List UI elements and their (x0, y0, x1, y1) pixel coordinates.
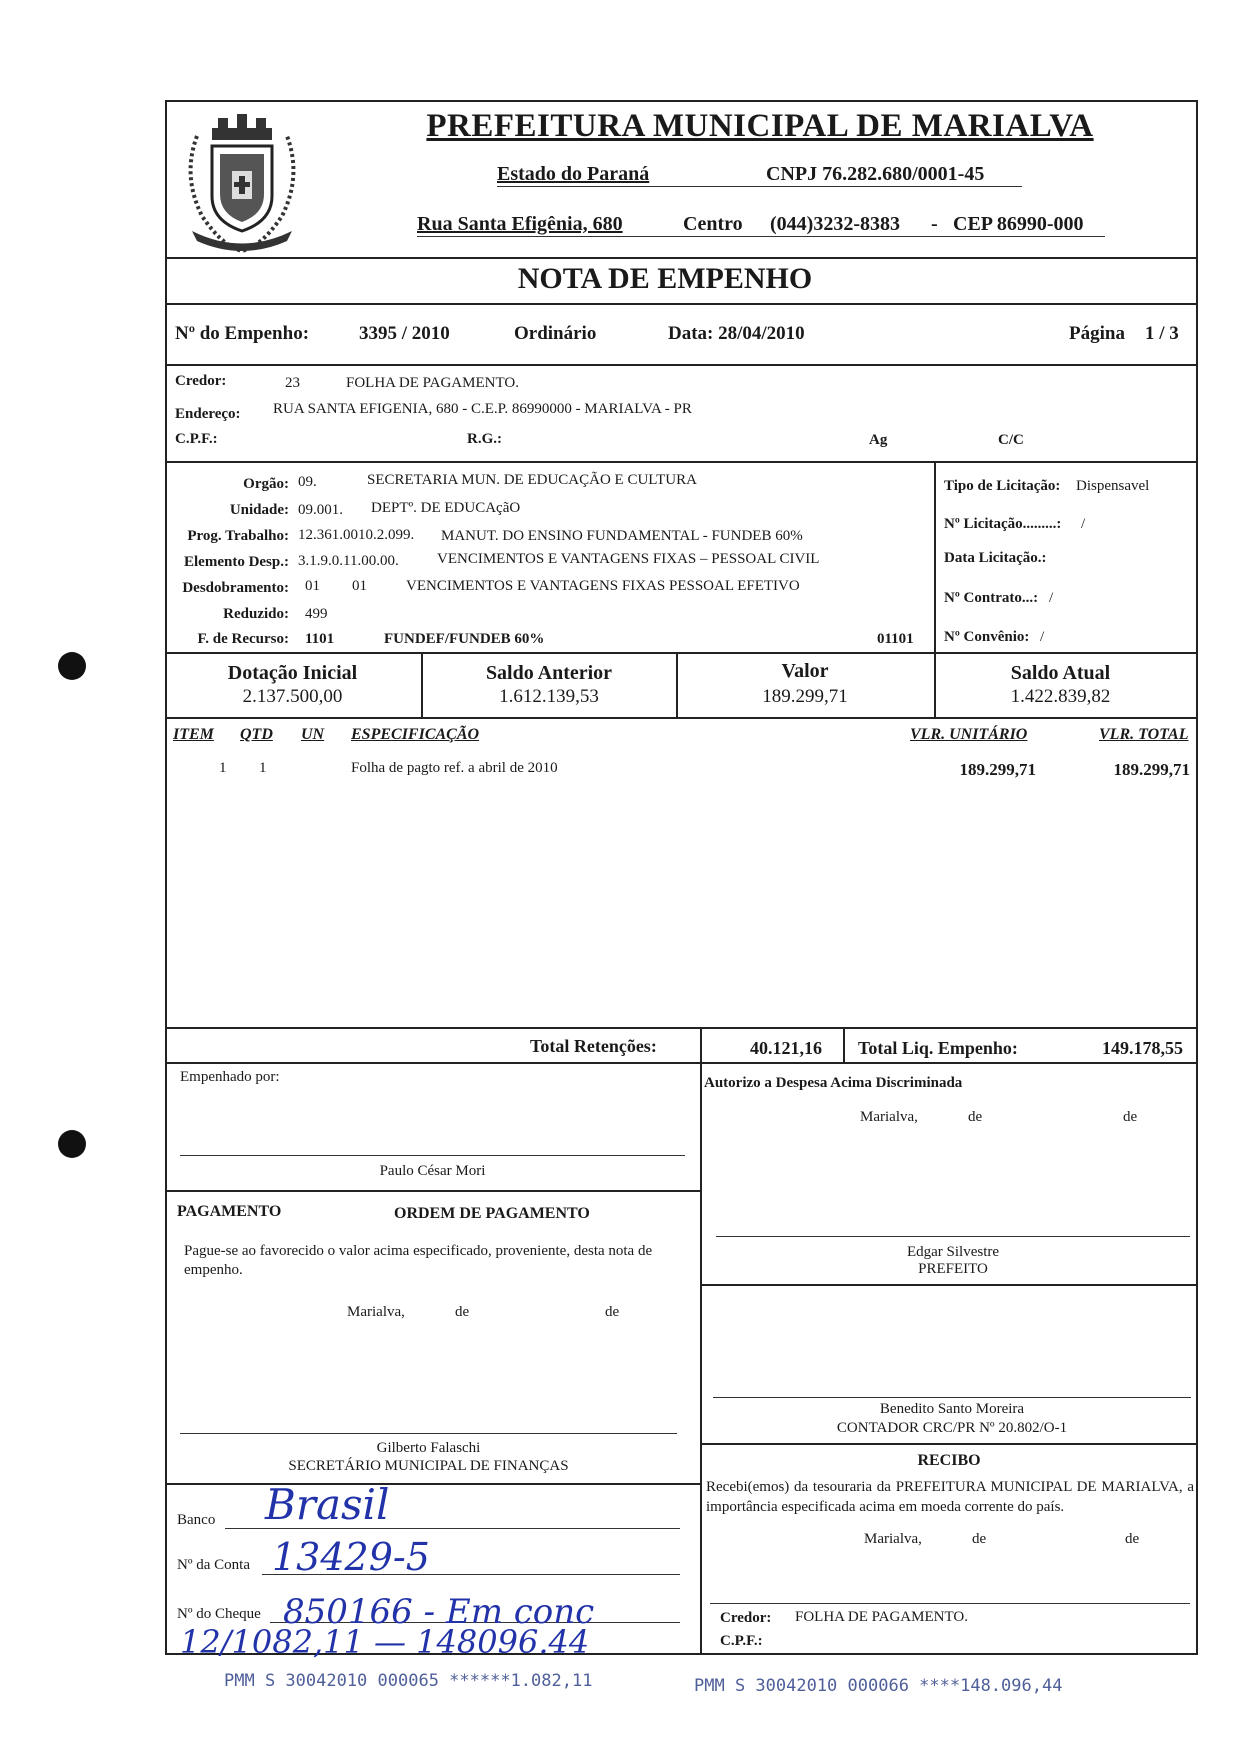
col-header-especificacao: ESPECIFICAÇÃO (351, 726, 480, 743)
table-row-especificacao: Folha de pagto ref. a abril de 2010 (351, 760, 558, 776)
underline (497, 186, 1022, 187)
financas-signer: Gilberto Falaschi (376, 1440, 481, 1456)
divider (165, 1027, 1198, 1029)
pagamento-de: de (605, 1304, 620, 1320)
prog-trabalho-label: Prog. Trabalho: (187, 528, 289, 544)
contrato-value: / (1049, 590, 1054, 606)
desdobramento-value: VENCIMENTOS E VANTAGENS FIXAS PESSOAL EFETIVO (406, 578, 800, 594)
recibo-city: Marialva, (864, 1531, 922, 1547)
autorizo-de: de (1123, 1109, 1138, 1125)
pagamento-de: de (455, 1304, 470, 1320)
desdobramento-code: 01 (305, 578, 320, 594)
recibo-de: de (1125, 1531, 1140, 1547)
col-header-vlr-total: VLR. TOTAL (1099, 726, 1189, 743)
cnpj-label: CNPJ 76.282.680/0001-45 (766, 163, 985, 185)
contador-role: CONTADOR CRC/PR Nº 20.802/O-1 (836, 1420, 1068, 1436)
state-label: Estado do Paraná (497, 163, 650, 185)
divider (165, 364, 1198, 366)
recurso-extra: 01101 (877, 631, 914, 647)
desdobramento-label: Desdobramento: (182, 580, 289, 596)
empenho-date: Data: 28/04/2010 (668, 323, 805, 344)
autorizo-de: de (968, 1109, 983, 1125)
elemento-value: VENCIMENTOS E VANTAGENS FIXAS – PESSOAL CIVIL (437, 551, 820, 567)
pagamento-city: Marialva, (347, 1304, 405, 1320)
punch-hole (58, 652, 86, 680)
saldo-anterior-label: Saldo Anterior (485, 662, 613, 684)
unidade-value: DEPTº. DE EDUCAçãO (371, 500, 521, 516)
signature-line (180, 1433, 677, 1434)
credor-label: Credor: (175, 373, 227, 389)
col-header-vlr-unitario: VLR. UNITÁRIO (910, 726, 1028, 743)
signature-line (716, 1236, 1190, 1237)
prog-trabalho-code: 12.361.0010.2.099. (298, 527, 415, 543)
signature-line (710, 1603, 1190, 1604)
divider (165, 461, 1198, 463)
orgao-value: SECRETARIA MUN. DE EDUCAÇÃO E CULTURA (367, 472, 697, 488)
unidade-label: Unidade: (229, 502, 289, 518)
total-retencoes-label: Total Retenções: (530, 1036, 657, 1056)
rg-label: R.G.: (467, 431, 502, 447)
table-row-vlr-unitario: 189.299,71 (959, 760, 1036, 779)
conta-handwritten: 13429-5 (272, 1535, 430, 1579)
pagamento-text: Pague-se ao favorecido o valor acima especificado, proveniente, desta nota de empenho. (184, 1243, 653, 1278)
empenhado-signer: Paulo César Mori (379, 1163, 486, 1179)
saldo-anterior-value: 1.612.139,53 (499, 686, 599, 707)
tipo-licitacao-value: Dispensavel (1076, 478, 1150, 494)
elemento-label: Elemento Desp.: (184, 554, 289, 570)
tipo-licitacao-label: Tipo de Licitação: (944, 478, 1061, 494)
divider (421, 652, 423, 717)
col-header-un: UN (301, 726, 325, 743)
bank-stamp: PMM S 30042010 000066 ****148.096,44 (694, 1676, 1063, 1696)
divider (165, 1483, 700, 1485)
centro-label: Centro (683, 213, 743, 235)
total-liquido-label: Total Liq. Empenho: (858, 1038, 1018, 1058)
cheque-handwritten: 850166 - Em conc (283, 1592, 595, 1632)
data-licitacao-label: Data Licitação.: (944, 550, 1047, 566)
reduzido-label: Reduzido: (223, 606, 289, 622)
divider (700, 1443, 1198, 1445)
conta-corrente-label: C/C (998, 432, 1024, 448)
divider (843, 1027, 845, 1062)
divider (165, 1190, 700, 1192)
autorizo-city: Marialva, (860, 1109, 918, 1125)
empenho-number-label: Nº do Empenho: (175, 323, 310, 344)
punch-hole (58, 1130, 86, 1158)
divider (165, 717, 1198, 719)
bank-stamp: PMM S 30042010 000065 ******1.082,11 (224, 1671, 593, 1691)
phone-label: (044)3232-8383 (770, 213, 900, 235)
banco-label: Banco (177, 1512, 216, 1528)
cpf-label: C.P.F.: (175, 431, 218, 447)
divider (165, 652, 1198, 654)
unidade-code: 09.001. (298, 502, 343, 518)
contrato-label: Nº Contrato...: (944, 590, 1039, 606)
table-row-item: 1 (219, 760, 227, 776)
recurso-code: 1101 (305, 631, 335, 647)
divider (934, 461, 936, 717)
empenhado-label: Empenhado por: (180, 1069, 280, 1085)
cheque-label: Nº do Cheque (177, 1606, 261, 1622)
table-row-vlr-total: 189.299,71 (1113, 760, 1190, 779)
recibo-credor-value: FOLHA DE PAGAMENTO. (795, 1609, 968, 1625)
amounts-handwritten: 12/1082,11 — 148096.44 (180, 1623, 590, 1661)
document-title: NOTA DE EMPENHO (517, 262, 813, 295)
convenio-value: / (1040, 629, 1045, 645)
underline (417, 236, 1105, 237)
ordem-pagamento-label: ORDEM DE PAGAMENTO (394, 1205, 590, 1222)
desdobramento-code: 01 (352, 578, 367, 594)
contador-signer: Benedito Santo Moreira (879, 1401, 1025, 1417)
prefeito-signer: Edgar Silvestre (906, 1244, 1000, 1260)
page-number: 1 / 3 (1145, 323, 1179, 344)
pagamento-label: PAGAMENTO (177, 1203, 282, 1220)
recibo-label: RECIBO (917, 1452, 981, 1469)
endereco-label: Endereço: (175, 406, 241, 422)
conta-label: Nº da Conta (177, 1557, 250, 1573)
divider (700, 1062, 702, 1655)
num-licitacao-label: Nº Licitação.........: (944, 516, 1062, 532)
col-header-qtd: QTD (240, 726, 273, 743)
agencia-label: Ag (869, 432, 888, 448)
separator: - (931, 213, 938, 235)
autorizo-label: Autorizo a Despesa Acima Discriminada (704, 1075, 963, 1091)
divider (676, 652, 678, 717)
orgao-code: 09. (298, 474, 317, 490)
credor-code: 23 (285, 375, 300, 391)
table-row-qtd: 1 (259, 760, 267, 776)
cep-label: CEP 86990-000 (953, 213, 1084, 235)
total-liquido-value: 149.178,55 (1102, 1038, 1183, 1058)
elemento-code: 3.1.9.0.11.00.00. (298, 553, 399, 569)
empenho-number: 3395 / 2010 (359, 323, 450, 344)
prefeito-role: PREFEITO (918, 1261, 988, 1277)
valor-value: 189.299,71 (762, 686, 848, 707)
recurso-label: F. de Recurso: (197, 631, 289, 647)
endereco-value: RUA SANTA EFIGENIA, 680 - C.E.P. 86990000 - MARIALVA - PR (273, 401, 692, 417)
financas-role: SECRETÁRIO MUNICIPAL DE FINANÇAS (288, 1458, 569, 1474)
prog-trabalho-value: MANUT. DO ENSINO FUNDAMENTAL - FUNDEB 60% (441, 528, 803, 544)
recibo-credor-label: Credor: (720, 1610, 772, 1626)
empenho-type: Ordinário (514, 323, 597, 344)
divider (700, 1284, 1198, 1286)
recibo-text: Recebi(emos) da tesouraria da PREFEITURA MUNICIPAL DE MARIALVA, a importância especificada acima em moeda corrente do país. (706, 1479, 1194, 1515)
address-label: Rua Santa Efigênia, 680 (417, 213, 623, 235)
saldo-atual-label: Saldo Atual (1010, 662, 1111, 684)
divider (165, 303, 1198, 305)
valor-label: Valor (781, 660, 829, 682)
divider (165, 257, 1198, 259)
divider (165, 1062, 1198, 1064)
recurso-value: FUNDEF/FUNDEB 60% (384, 631, 545, 647)
dotacao-inicial-label: Dotação Inicial (227, 662, 358, 684)
reduzido-value: 499 (305, 606, 328, 622)
saldo-atual-value: 1.422.839,82 (1010, 686, 1111, 707)
page-label: Página (1069, 323, 1125, 344)
col-header-item: ITEM (173, 726, 214, 743)
recibo-de: de (972, 1531, 987, 1547)
municipal-seal-icon (172, 106, 312, 256)
convenio-label: Nº Convênio: (944, 629, 1030, 645)
divider (700, 1027, 702, 1062)
signature-line (180, 1155, 685, 1156)
orgao-label: Orgão: (243, 476, 289, 492)
recibo-cpf-label: C.P.F.: (720, 1633, 763, 1649)
banco-handwritten: Brasil (265, 1480, 390, 1529)
signature-line (713, 1397, 1191, 1398)
total-retencoes-value: 40.121,16 (750, 1038, 822, 1058)
credor-name: FOLHA DE PAGAMENTO. (346, 375, 519, 391)
num-licitacao-value: / (1081, 516, 1086, 532)
dotacao-inicial-value: 2.137.500,00 (242, 686, 343, 707)
page-title: PREFEITURA MUNICIPAL DE MARIALVA (426, 108, 1094, 144)
